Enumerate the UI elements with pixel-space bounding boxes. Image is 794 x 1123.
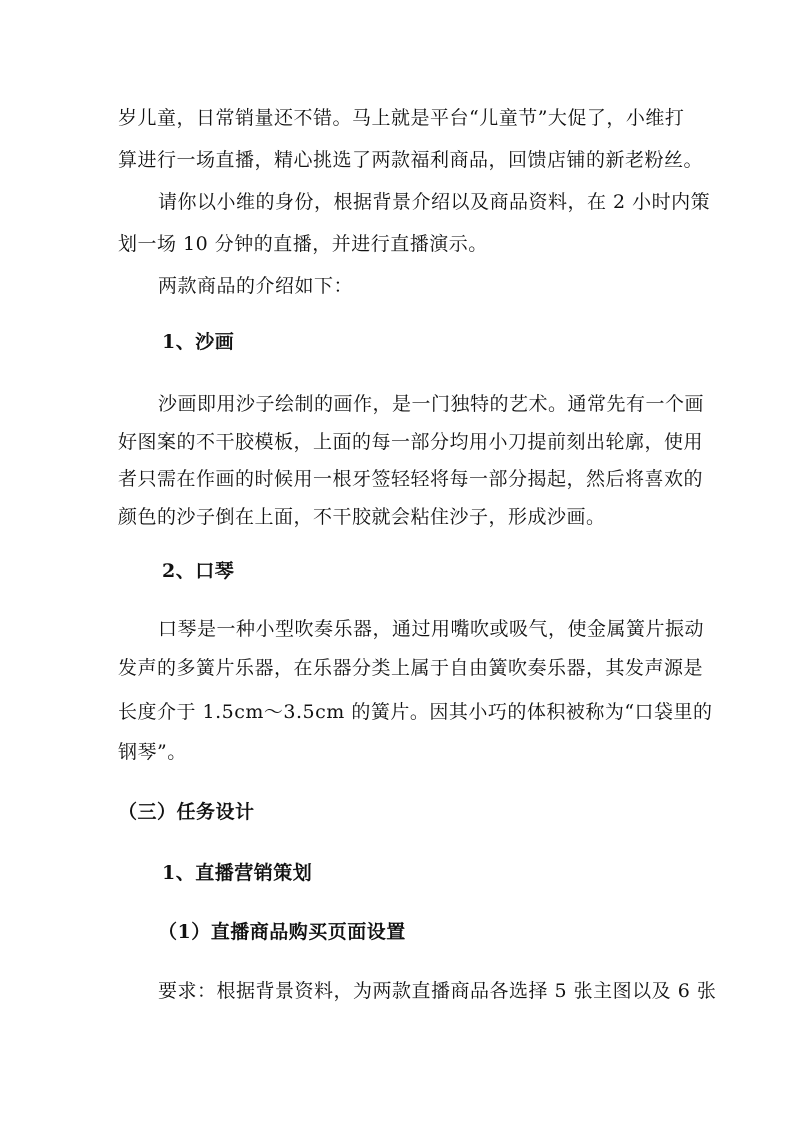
section3-sub1: 1、直播营销策划 bbox=[162, 862, 313, 884]
product2-line-4: 钢琴”。 bbox=[118, 741, 187, 763]
section3-heading: （三）任务设计 bbox=[118, 801, 255, 823]
products-intro: 两款商品的介绍如下： bbox=[158, 275, 354, 297]
product1-heading: 1、沙画 bbox=[162, 331, 235, 353]
product2-line-2: 发声的多簧片乐器，在乐器分类上属于自由簧吹奏乐器，其发声源是 bbox=[118, 657, 704, 679]
product1-line-4: 颜色的沙子倒在上面，不干胶就会粘住沙子，形成沙画。 bbox=[118, 506, 606, 528]
task-line-2: 划一场 10 分钟的直播，并进行直播演示。 bbox=[118, 233, 488, 255]
product2-line-3: 长度介于 1.5cm～3.5cm 的簧片。因其小巧的体积被称为“口袋里的 bbox=[118, 701, 713, 723]
product1-line-3: 者只需在作画的时候用一根牙签轻轻将每一部分揭起，然后将喜欢的 bbox=[118, 468, 704, 490]
product1-line-1: 沙画即用沙子绘制的画作，是一门独特的艺术。通常先有一个画 bbox=[158, 393, 705, 415]
product1-line-2: 好图案的不干胶模板，上面的每一部分均用小刀提前刻出轮廓，使用 bbox=[118, 431, 704, 453]
product2-line-1: 口琴是一种小型吹奏乐器，通过用嘴吹或吸气，使金属簧片振动 bbox=[158, 618, 705, 640]
intro-line-2: 算进行一场直播，精心挑选了两款福利商品，回馈店铺的新老粉丝。 bbox=[118, 149, 704, 171]
requirement-line: 要求：根据背景资料，为两款直播商品各选择 5 张主图以及 6 张 bbox=[158, 980, 717, 1002]
section3-sub1-1: （1）直播商品购买页面设置 bbox=[158, 921, 406, 943]
product2-heading: 2、口琴 bbox=[162, 560, 235, 582]
task-line-1: 请你以小维的身份，根据背景介绍以及商品资料，在 2 小时内策 bbox=[158, 191, 711, 213]
intro-line-1: 岁儿童，日常销量还不错。马上就是平台“儿童节”大促了，小维打 bbox=[118, 107, 685, 129]
